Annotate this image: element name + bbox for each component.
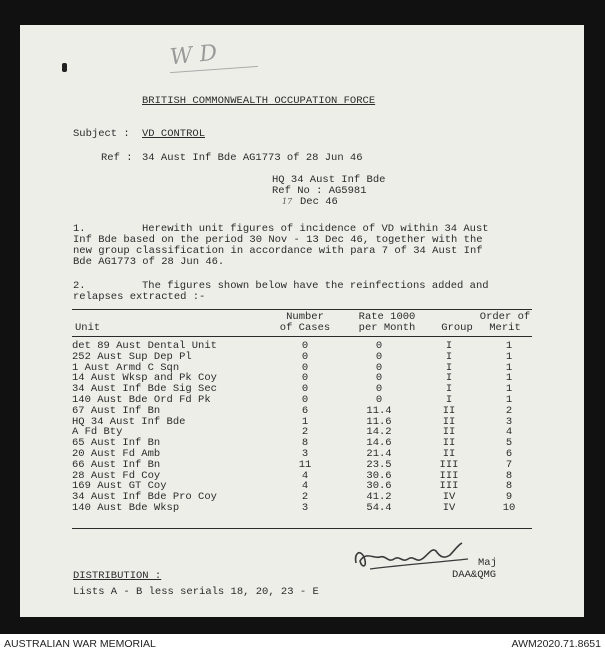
document-page <box>20 25 584 617</box>
header-rate-1: Rate 1000 <box>358 311 416 323</box>
table-row: 169 Aust GT Coy 4 30.6 III 8 <box>72 480 513 493</box>
table-header-rule <box>72 336 532 337</box>
table-row: det 89 Aust Dental Unit 0 0 I 1 <box>72 340 513 352</box>
pencil-annotation: W D <box>168 40 219 71</box>
footer-accession-number: AWM2020.71.8651 <box>511 638 601 650</box>
hq-line-1: HQ 34 Aust Inf Bde <box>272 174 386 186</box>
hq-line-3: Dec 46 <box>300 196 338 208</box>
para1-line: Inf Bde based on the period 30 Nov - 13 Dec 46, together with the <box>73 234 483 246</box>
para1-line: Bde AG1773 of 28 Jun 46. <box>73 256 225 268</box>
table-row: 65 Aust Inf Bn 8 14.6 II 5 <box>72 437 513 450</box>
header-merit-2: Merit <box>489 322 521 334</box>
table-row: 14 Aust Wksp and Pk Coy 0 0 I 1 <box>72 372 513 385</box>
table-row: 140 Aust Bde Wksp 3 54.4 IV 10 <box>72 501 516 514</box>
footer-institution: AUSTRALIAN WAR MEMORIAL <box>4 638 156 650</box>
header-cases-2: of Cases <box>279 322 331 334</box>
header-cases-1: Number <box>286 311 324 323</box>
table-row: 28 Aust Fd Coy 4 30.6 III 8 <box>72 469 513 482</box>
hq-line-2: Ref No : AG5981 <box>272 185 367 197</box>
table-bottom-rule <box>72 528 532 529</box>
para2-line: relapses extracted :- <box>73 291 206 303</box>
header-rate-2: per Month <box>358 322 416 334</box>
signature-rank: Maj <box>478 557 497 569</box>
table-row: HQ 34 Aust Inf Bde 1 11.6 II 3 <box>72 415 513 428</box>
header-group: Group <box>441 322 473 334</box>
para1-number: 1. <box>73 223 86 235</box>
para2-number: 2. <box>73 280 86 292</box>
para1-line: new group classification in accordance with para 7 of 34 Aust Inf <box>73 245 483 257</box>
header-unit: Unit <box>75 322 101 334</box>
signature-title: DAA&QMG <box>452 569 497 581</box>
table-row: 252 Aust Sup Dep Pl 0 0 I 1 <box>72 350 513 363</box>
table-row: 66 Aust Inf Bn 11 23.5 III 7 <box>72 458 513 471</box>
ref-label: Ref : <box>101 152 133 164</box>
table-row: A Fd Bty 2 14.2 II 4 <box>72 426 513 439</box>
table-row: 34 Aust Inf Bde Sig Sec 0 0 I 1 <box>72 383 513 396</box>
vd-table <box>72 341 538 514</box>
archive-footer <box>0 634 605 653</box>
header-merit-1: Order of <box>479 311 531 323</box>
punch-hole <box>62 63 67 72</box>
distribution-value: Lists A - B less serials 18, 20, 23 - E <box>73 586 319 598</box>
para1-line: Herewith unit figures of incidence of VD within 34 Aust <box>142 223 489 235</box>
para2-line: The figures shown below have the reinfections added and <box>142 280 489 292</box>
table-top-rule <box>72 309 532 310</box>
table-row: 34 Aust Inf Bde Pro Coy 2 41.2 IV 9 <box>72 491 513 504</box>
subject-label: Subject : <box>73 128 130 140</box>
table-row: 1 Aust Armd C Sqn 0 0 I 1 <box>72 361 513 374</box>
table-row: 20 Aust Fd Amb 3 21.4 II 6 <box>72 447 513 460</box>
hq-date-mark: 17 <box>282 197 293 206</box>
letterhead: BRITISH COMMONWEALTH OCCUPATION FORCE <box>142 95 376 107</box>
table-row: 67 Aust Inf Bn 6 11.4 II 2 <box>72 404 513 417</box>
distribution-label: DISTRIBUTION : <box>73 570 162 582</box>
ref-value: 34 Aust Inf Bde AG1773 of 28 Jun 46 <box>142 152 363 164</box>
subject-value: VD CONTROL <box>142 128 206 140</box>
table-row: 140 Aust Bde Ord Fd Pk 0 0 I 1 <box>72 393 513 406</box>
